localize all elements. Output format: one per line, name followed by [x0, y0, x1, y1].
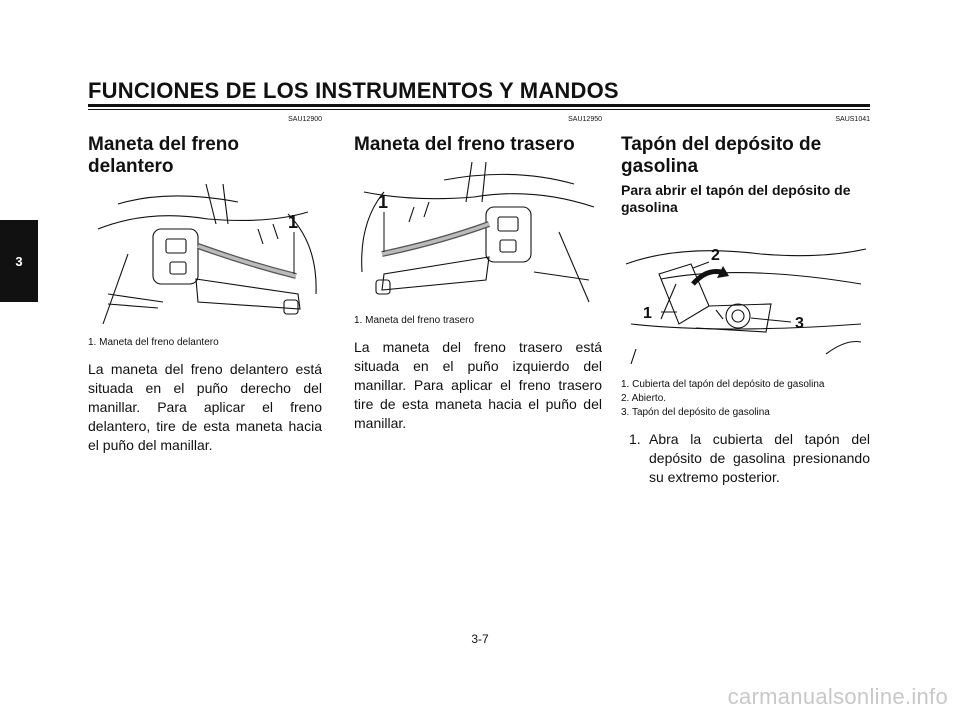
figure-caption: 1. Maneta del freno delantero: [88, 337, 219, 348]
watermark-text: carmanualsonline.info: [727, 684, 948, 709]
rear-brake-lever-illustration: [354, 162, 602, 310]
section-code: SAU12950: [568, 116, 602, 123]
figure-caption: 1. Maneta del freno trasero: [354, 315, 475, 326]
figure-caption: 1. Cubierta del tapón del depósito de gasolina: [621, 379, 825, 390]
section-subheading: Para abrir el tapón del depósito de gasolina: [621, 182, 851, 215]
section-body: La maneta del freno trasero está situada en el puño izquierdo del manillar. Para aplicar el freno trasero tire de esta maneta hacia el puño del manillar.: [354, 339, 602, 431]
section-code: SAU12900: [288, 116, 322, 123]
steps-list: [621, 430, 870, 487]
figure-caption: 3. Tapón del depósito de gasolina: [621, 407, 770, 418]
chapter-tab[interactable]: 3: [0, 220, 38, 302]
figure-callout-1: 1: [643, 305, 652, 322]
figure-callout-1: 1: [288, 212, 299, 232]
section-rear-brake: [354, 114, 602, 433]
page-header-title: FUNCIONES DE LOS INSTRUMENTOS Y MANDOS: [88, 78, 619, 103]
figure-callout-3: 3: [795, 315, 804, 332]
header-rule: [88, 104, 870, 110]
page-number: 3-7: [471, 632, 489, 646]
section-heading: Maneta del freno trasero: [354, 134, 575, 155]
figure-caption: 2. Abierto.: [621, 393, 667, 404]
step-number: 1.: [629, 431, 641, 447]
step-text: Abra la cubierta del tapón del depósito de gasolina presionando su extremo posterior.: [649, 431, 870, 485]
front-brake-lever-illustration: [88, 184, 322, 332]
section-body: La maneta del freno delantero está situada en el puño derecho del manillar. Para aplicar el freno delantero, tire de esta maneta hacia el puño del manillar.: [88, 361, 322, 453]
section-front-brake: [88, 114, 322, 455]
section-heading: Tapón del depósito de gasolina: [621, 134, 822, 177]
figure-callout-1: 1: [378, 192, 389, 212]
figure-callout-2: 2: [711, 247, 720, 264]
section-heading: Maneta del freno delantero: [88, 134, 239, 177]
section-fuel-tank-cap: [621, 114, 870, 487]
fuel-tank-cap-illustration: [621, 224, 870, 374]
list-item: [629, 430, 870, 487]
section-code: SAUS1041: [835, 116, 870, 123]
